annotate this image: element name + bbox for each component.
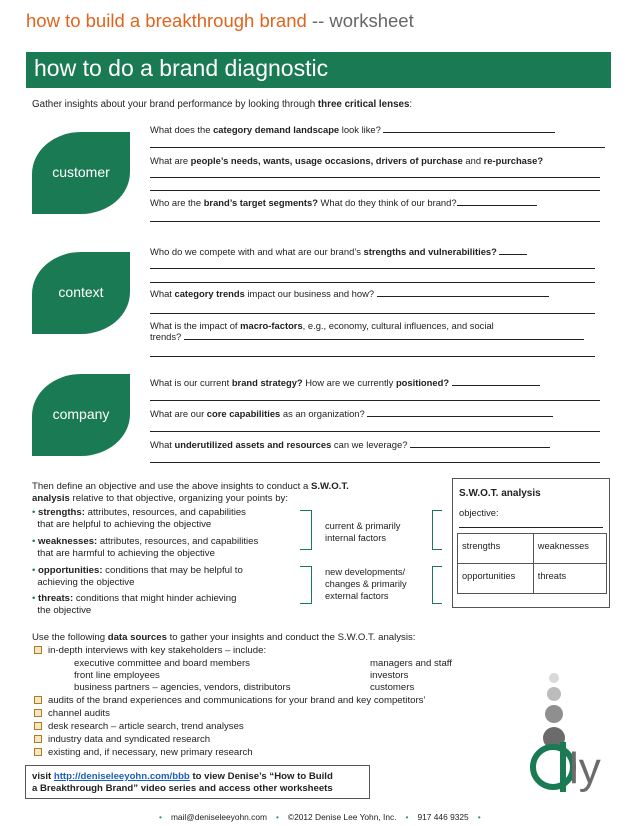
swot-objective-label: objective: — [459, 507, 499, 518]
objective-answer-line[interactable] — [459, 527, 603, 528]
logo-letters: ly — [569, 744, 601, 793]
checkbox-icon — [34, 722, 42, 730]
checkbox-icon — [34, 735, 42, 743]
checkbox-icon — [34, 696, 42, 704]
footer-copyright: ©2012 Denise Lee Yohn, Inc. — [287, 812, 397, 822]
title-main: how to build a breakthrough brand — [26, 10, 307, 31]
lens-label: company — [52, 406, 110, 422]
answer-line[interactable] — [150, 462, 600, 463]
answer-line[interactable] — [150, 147, 605, 148]
checkbox-icon — [34, 748, 42, 756]
swot-weaknesses[interactable]: weaknesses — [533, 534, 606, 564]
question: What underutilized assets and resources can we leverage? — [150, 439, 605, 450]
lens-customer — [32, 132, 130, 214]
checkbox-icon — [34, 709, 42, 717]
answer-line[interactable] — [150, 268, 595, 269]
source-items — [34, 694, 426, 759]
bracket-label-internal: current & primarily internal factors — [325, 521, 401, 543]
dly-logo — [515, 672, 620, 804]
swot-threats[interactable]: threats — [533, 564, 606, 594]
swot-intro: Then define an objective and use the above insights to conduct a S.W.O.T. analysis relative to that objective, organizing your points by: — [32, 481, 349, 504]
answer-line[interactable] — [150, 190, 600, 191]
swot-grid — [457, 533, 607, 594]
section-banner — [26, 52, 611, 88]
visit-callout: visit http://deniseleeyohn.com/bbb to view Denise’s “How to Build a Breakthrough Brand” video series and access other worksheets — [25, 765, 370, 799]
source-item: channel audits — [34, 707, 426, 720]
title-sub: worksheet — [329, 10, 414, 31]
question: What are our core capabilities as an organization? — [150, 408, 605, 419]
bracket-external — [300, 566, 312, 604]
question: What category trends impact our business and how? — [150, 288, 605, 299]
question: What is the impact of macro-factors, e.g., economy, cultural influences, and social trends? — [150, 320, 605, 342]
swot-opportunities[interactable]: opportunities — [458, 564, 534, 594]
footer-email[interactable]: mail@deniseleeyohn.com — [170, 812, 267, 822]
question: What does the category demand landscape look like? — [150, 124, 605, 135]
question: Who do we compete with and what are our brand’s strengths and vulnerabilities? — [150, 246, 605, 257]
footer-phone: 917 446 9325 — [417, 812, 469, 822]
lens-label: context — [58, 284, 104, 300]
swot-item-opportunities: • opportunities: conditions that may be helpful to achieving the objective — [32, 565, 243, 588]
source-item: desk research – article search, trend analyses — [34, 720, 426, 733]
swot-strengths[interactable]: strengths — [458, 534, 534, 564]
source-item: existing and, if necessary, new primary research — [34, 746, 426, 759]
question: Who are the brand’s target segments? What do they think of our brand? — [150, 197, 605, 208]
bracket-right-2 — [432, 566, 442, 604]
swot-item-weaknesses: • weaknesses: attributes, resources, and capabilities that are harmful to achieving the objective — [32, 536, 259, 559]
bracket-internal — [300, 510, 312, 550]
video-series-link[interactable]: http://deniseleeyohn.com/bbb — [53, 771, 190, 782]
answer-line[interactable] — [150, 356, 595, 357]
bracket-label-external: new developments/ changes & primarily external factors — [325, 567, 407, 601]
footer: • mail@deniseleeyohn.com • ©2012 Denise Lee Yohn, Inc. • 917 446 9325 • — [159, 812, 481, 822]
answer-line[interactable] — [150, 177, 600, 178]
swot-title: S.W.O.T. analysis — [459, 488, 541, 499]
source-item-interviews: in-depth interviews with key stakeholders – include: — [34, 645, 266, 657]
lens-label: customer — [52, 164, 110, 180]
answer-line[interactable] — [150, 221, 600, 222]
bracket-right-1 — [432, 510, 442, 550]
lens-company — [32, 374, 130, 456]
question: What is our current brand strategy? How are we currently positioned? — [150, 377, 605, 388]
answer-line[interactable] — [150, 400, 600, 401]
lens-context — [32, 252, 130, 334]
interview-col2: managers and staff investors customers — [370, 658, 452, 693]
sources-intro: Use the following data sources to gather your insights and conduct the S.W.O.T. analysis: — [32, 632, 416, 643]
checkbox-icon — [34, 646, 42, 654]
intro-text: Gather insights about your brand performance by looking through three critical lenses: — [32, 99, 413, 110]
answer-line[interactable] — [150, 313, 595, 314]
question: What are people’s needs, wants, usage occasions, drivers of purchase and re-purchase? — [150, 155, 544, 166]
answer-line[interactable] — [150, 431, 600, 432]
source-item: audits of the brand experiences and communications for your brand and key competitors’ — [34, 694, 426, 707]
answer-line[interactable] — [150, 282, 595, 283]
interview-col1: executive committee and board members front line employees business partners – agencies, vendors, distributors — [74, 658, 291, 693]
swot-item-threats: • threats: conditions that might hinder achieving the objective — [32, 593, 237, 616]
swot-box — [452, 478, 610, 608]
worksheet-title: how to build a breakthrough brand -- worksheet — [26, 10, 414, 31]
source-item: industry data and syndicated research — [34, 733, 426, 746]
swot-item-strengths: • strengths: attributes, resources, and capabilities that are helpful to achieving the objective — [32, 507, 246, 530]
banner-title: how to do a brand diagnostic — [34, 55, 329, 81]
